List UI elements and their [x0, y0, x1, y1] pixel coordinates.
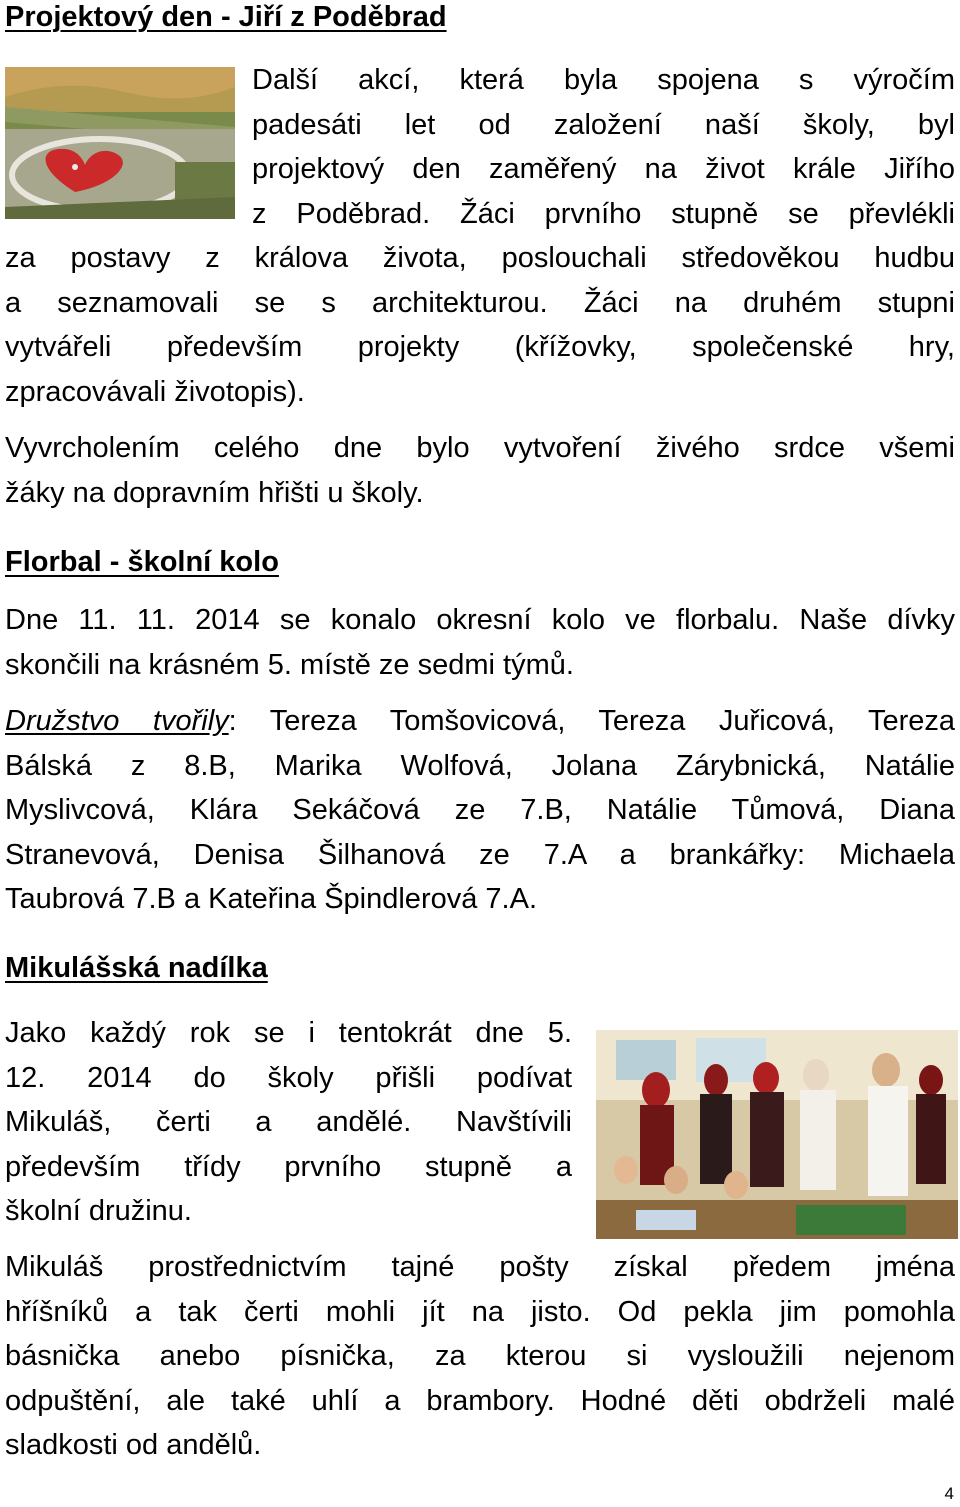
- heading-mikulasska-nadilka: Mikulášská nadílka: [5, 952, 268, 984]
- text-line: skončili na krásném 5. místě ze sedmi týmů.: [5, 648, 574, 681]
- text-line: odpuštění, ale také uhlí a brambory. Hodné děti obdrželi malé: [5, 1384, 955, 1417]
- text-line: hříšníků a tak čerti mohli jít na jisto. Od pekla jim pomohla: [5, 1295, 955, 1328]
- team-first-line: : Tereza Tomšovicová, Tereza Juřicová, Tereza: [228, 705, 955, 737]
- text-line: především třídy prvního stupně a: [5, 1150, 572, 1183]
- team-label: Družstvo tvořily: [5, 705, 229, 737]
- text-line: vytvářeli především projekty (křížovky, společenské hry,: [5, 331, 955, 363]
- photo-mikulas-classroom: [596, 1030, 958, 1239]
- text-line: Vyvrcholením celého dne bylo vytvoření živého srdce všemi: [5, 432, 955, 464]
- section1-paragraph2: [5, 426, 955, 515]
- text-line: žáky na dopravním hřišti u školy.: [5, 476, 424, 509]
- section2-team-paragraph: [5, 699, 955, 922]
- text-line: Mikuláš prostřednictvím tajné pošty získal předem jména: [5, 1251, 955, 1283]
- text-line: Bálská z 8.B, Marika Wolfová, Jolana Zárybnická, Natálie: [5, 749, 955, 782]
- text-line: 12. 2014 do školy přišli podívat: [5, 1061, 572, 1094]
- text-line: zpracovávali životopis).: [5, 375, 305, 408]
- section3-paragraph1: [5, 1011, 572, 1234]
- text-line: básnička anebo písnička, za kterou si vysloužili nejenom: [5, 1340, 955, 1372]
- text-line: Mikuláš, čerti a andělé. Navštívili: [5, 1106, 572, 1138]
- text-line: Taubrová 7.B a Kateřina Špindlerová 7.A.: [5, 883, 537, 915]
- text-line: školní družinu.: [5, 1195, 192, 1227]
- text-line: padesáti let od založení naší školy, byl: [252, 108, 955, 141]
- text-line: Myslivcová, Klára Sekáčová ze 7.B, Natálie Tůmová, Diana: [5, 794, 955, 826]
- text-line: projektový den zaměřený na život krále Jiřího: [252, 153, 955, 185]
- section1-intro-full: [5, 236, 955, 414]
- text-line: Stranevová, Denisa Šilhanová ze 7.A a brankářky: Michaela: [5, 838, 955, 871]
- section3-paragraph2: [5, 1245, 955, 1468]
- text-line: sladkosti od andělů.: [5, 1429, 262, 1461]
- heading-projektovy-den: Projektový den - Jiří z Poděbrad: [5, 1, 447, 33]
- heading-florbal: Florbal - školní kolo: [5, 546, 279, 578]
- text-line: [5, 699, 955, 744]
- photo-living-heart: [5, 67, 235, 219]
- text-line: Jako každý rok se i tentokrát dne 5.: [5, 1017, 572, 1049]
- text-line: Dne 11. 11. 2014 se konalo okresní kolo ve florbalu. Naše dívky: [5, 604, 955, 636]
- text-line: a seznamovali se s architekturou. Žáci na druhém stupni: [5, 286, 955, 319]
- text-line: za postavy z králova života, poslouchali středověkou hudbu: [5, 242, 955, 274]
- text-line: z Poděbrad. Žáci prvního stupně se převlékli: [252, 197, 955, 230]
- page-number: 4: [944, 1484, 954, 1503]
- text-line: Další akcí, která byla spojena s výročím: [252, 64, 955, 96]
- section1-intro-wrapped: [252, 58, 955, 236]
- section2-paragraph1: [5, 598, 955, 687]
